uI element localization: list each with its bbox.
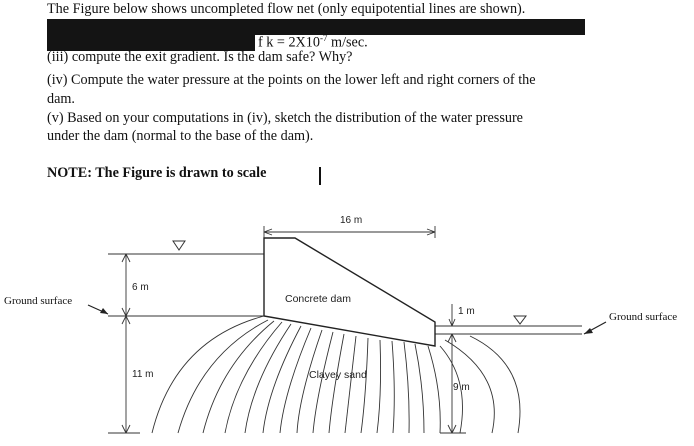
downstream-water-triangle-icon <box>514 316 526 324</box>
question-iv-cont: dam. <box>47 91 75 107</box>
dim-right-depth-label: 9 m <box>453 382 470 393</box>
question-iv: (iv) Compute the water pressure at the points on the lower left and right corners of the <box>47 72 536 88</box>
hydraulic-conductivity-text: f $k = 2X10^{-7}$ m/sec. <box>258 33 368 51</box>
question-intro: The Figure below shows uncompleted flow net (only equipotential lines are shown). <box>47 1 526 17</box>
dim-width-label: 16 m <box>340 215 363 226</box>
concrete-dam <box>264 238 435 346</box>
soil-label: Clayey sand <box>309 369 367 381</box>
question-v-cont: under the dam (normal to the base of the dam). <box>47 128 314 144</box>
dim-downstream-head-label: 1 m <box>458 306 475 317</box>
ground-right-arrowhead-icon <box>584 328 593 334</box>
note-text: NOTE: The Figure is drawn to scale <box>47 165 267 181</box>
upstream-water-triangle-icon <box>173 241 185 250</box>
dim-depth-label: 11 m <box>132 369 154 380</box>
dim-upstream-head-label: 6 m <box>132 282 149 293</box>
question-v: (v) Based on your computations in (iv), sketch the distribution of the water pressure <box>47 110 523 126</box>
ground-surface-left-label: Ground surface <box>4 295 73 307</box>
ground-surface-right-label: Ground surface <box>609 311 678 323</box>
dam-label: Concrete dam <box>285 293 351 305</box>
question-iii: (iii) compute the exit gradient. Is the dam safe? Why? <box>47 49 353 65</box>
